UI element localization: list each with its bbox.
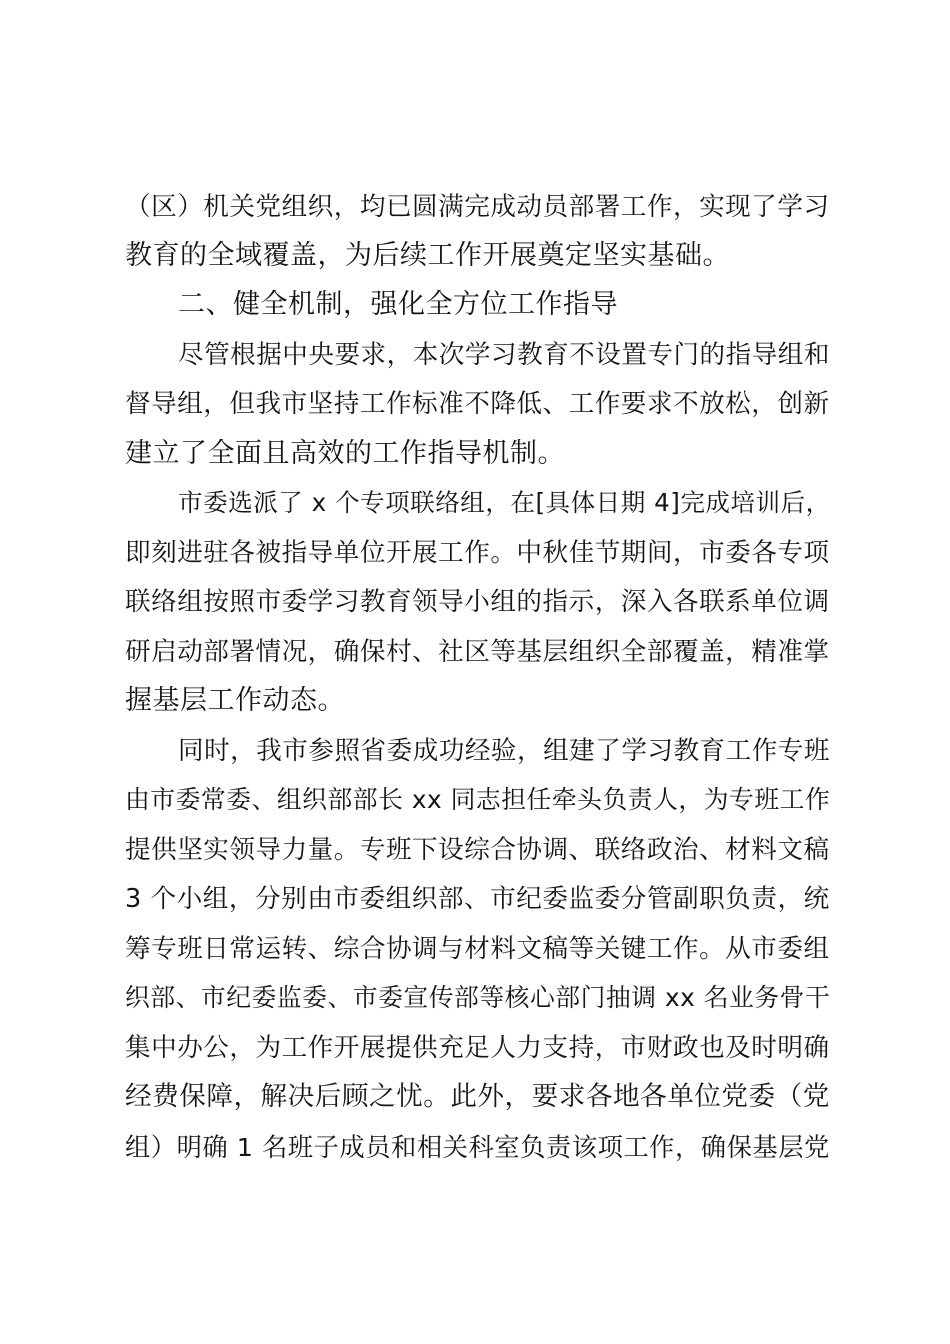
text-line: 3 个小组，分别由市委组织部、市纪委监委分管副职负责，统 bbox=[125, 884, 830, 914]
text-line: 教育的全域覆盖，为后续工作开展奠定坚实基础。 bbox=[125, 240, 730, 271]
text-line: 筹专班日常运转、综合协调与材料文稿等关键工作。从市委组 bbox=[125, 934, 830, 964]
text-line: 提供坚实领导力量。专班下设综合协调、联络政治、材料文稿 bbox=[125, 835, 830, 865]
text-line: 集中办公，为工作开展提供充足人力支持，市财政也及时明确 bbox=[125, 1033, 830, 1063]
text-line: （区）机关党组织，均已圆满完成动员部署工作，实现了学习 bbox=[125, 192, 830, 222]
text-line: 握基层工作动态。 bbox=[125, 685, 345, 716]
text-line: 织部、市纪委监委、市委宣传部等核心部门抽调 xx 名业务骨干 bbox=[125, 983, 831, 1012]
text-line: 市委选派了 x 个专项联络组，在[具体日期 4]完成培训后， bbox=[178, 488, 831, 517]
text-line: 即刻进驻各被指导单位开展工作。中秋佳节期间，市委各专项 bbox=[125, 538, 830, 568]
section-heading: 二、健全机制，强化全方位工作指导 bbox=[178, 289, 618, 320]
text-line: 督导组，但我市坚持工作标准不降低、工作要求不放松，创新 bbox=[125, 389, 830, 419]
text-line: 同时，我市参照省委成功经验，组建了学习教育工作专班 bbox=[178, 736, 830, 766]
text-line: 组）明确 1 名班子成员和相关科室负责该项工作，确保基层党 bbox=[125, 1132, 830, 1162]
text-line: 经费保障，解决后顾之忧。此外，要求各地各单位党委（党 bbox=[125, 1081, 830, 1112]
text-line: 联络组按照市委学习教育领导小组的指示，深入各联系单位调 bbox=[125, 587, 830, 617]
text-line: 研启动部署情况，确保村、社区等基层组织全部覆盖，精准掌 bbox=[125, 637, 830, 667]
text-line: 尽管根据中央要求，本次学习教育不设置专门的指导组和 bbox=[178, 340, 830, 370]
text-line: 建立了全面且高效的工作指导机制。 bbox=[125, 438, 565, 469]
text-line: 由市委常委、组织部部长 xx 同志担任牵头负责人，为专班工作 bbox=[125, 785, 831, 814]
